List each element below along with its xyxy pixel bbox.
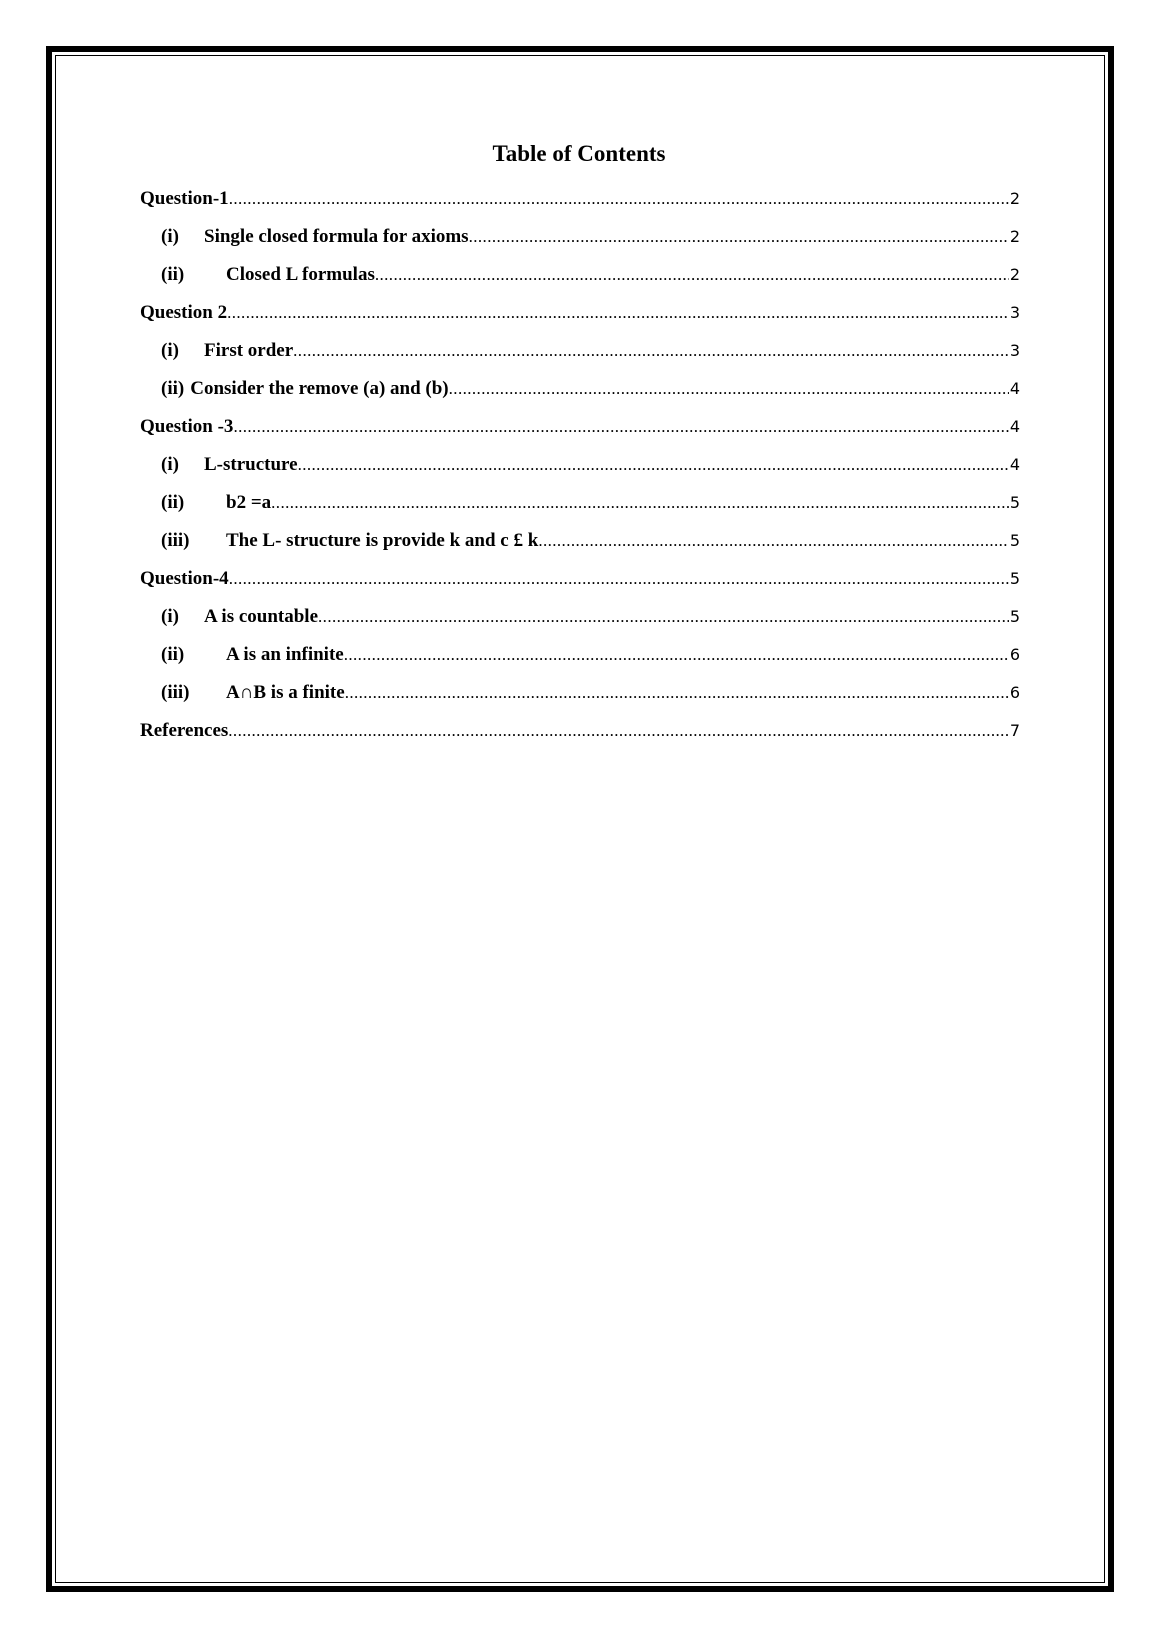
toc-leader-dots	[375, 256, 1009, 294]
toc-entry-question-4[interactable]	[140, 560, 1020, 598]
toc-entry-number: (i)	[161, 226, 179, 247]
toc-entry-label: L-structure	[204, 454, 298, 475]
toc-entry-number: (iii)	[161, 682, 190, 703]
toc-entry-page: 6	[1009, 683, 1020, 702]
toc-entry-label: The L- structure is provide k and c £ k	[226, 530, 539, 551]
toc-entry-q2-i[interactable]	[140, 332, 1020, 370]
toc-entry-page: 5	[1009, 569, 1020, 588]
toc-entry-number: (ii)	[161, 264, 185, 285]
toc-entry-number: (i)	[161, 606, 179, 627]
toc-entry-q1-i[interactable]	[140, 218, 1020, 256]
toc-entry-q4-i[interactable]	[140, 598, 1020, 636]
toc-leader-dots	[227, 294, 1009, 332]
toc-leader-dots	[228, 712, 1009, 750]
toc-entry-label: Question -3	[140, 416, 234, 437]
toc-entry-page: 2	[1009, 227, 1020, 246]
toc-leader-dots	[298, 446, 1009, 484]
toc-entry-page: 2	[1009, 189, 1020, 208]
toc-entry-label: Single closed formula for axioms	[204, 226, 469, 247]
toc-title: Table of Contents	[492, 141, 666, 166]
toc-entry-label: Consider the remove (a) and (b)	[190, 378, 449, 399]
toc-leader-dots	[233, 408, 1008, 446]
toc-leader-dots	[538, 522, 1009, 560]
toc-entry-number: (ii)	[161, 378, 185, 399]
toc-entry-question-2[interactable]	[140, 294, 1020, 332]
toc-entry-q1-ii[interactable]	[140, 256, 1020, 294]
toc-entry-label: References	[140, 720, 229, 741]
toc-entry-q4-ii[interactable]	[140, 636, 1020, 674]
toc-entry-number: (iii)	[161, 530, 190, 551]
toc-entry-question-3[interactable]	[140, 408, 1020, 446]
table-of-contents	[140, 180, 1020, 750]
toc-leader-dots	[318, 598, 1009, 636]
toc-entry-q3-ii[interactable]	[140, 484, 1020, 522]
toc-entry-q4-iii[interactable]	[140, 674, 1020, 712]
toc-leader-dots	[449, 370, 1009, 408]
toc-entry-number: (ii)	[161, 492, 185, 513]
toc-entry-q3-i[interactable]	[140, 446, 1020, 484]
toc-entry-page: 3	[1009, 303, 1020, 322]
toc-entry-page: 3	[1009, 341, 1020, 360]
toc-leader-dots	[229, 180, 1009, 218]
toc-entry-number: (i)	[161, 454, 179, 475]
toc-entry-label: Closed L formulas	[226, 264, 375, 285]
toc-entry-page: 4	[1009, 417, 1020, 436]
toc-entry-page: 5	[1009, 607, 1020, 626]
toc-leader-dots	[293, 332, 1009, 370]
toc-entry-label: Question-4	[140, 568, 229, 589]
toc-entry-label: b2 =a	[226, 492, 272, 513]
toc-entry-number: (ii)	[161, 644, 185, 665]
toc-entry-question-1[interactable]	[140, 180, 1020, 218]
toc-entry-q3-iii[interactable]	[140, 522, 1020, 560]
toc-leader-dots	[344, 636, 1009, 674]
toc-leader-dots	[229, 560, 1009, 598]
toc-entry-number: (i)	[161, 340, 179, 361]
toc-leader-dots	[469, 218, 1009, 256]
toc-entry-page: 4	[1009, 379, 1020, 398]
toc-entry-label: A∩B is a finite	[226, 682, 345, 703]
toc-entry-page: 6	[1009, 645, 1020, 664]
toc-entry-label: A is countable	[204, 606, 319, 627]
toc-entry-page: 5	[1009, 531, 1020, 550]
toc-entry-q2-ii[interactable]	[140, 370, 1020, 408]
toc-entry-page: 7	[1009, 721, 1020, 740]
toc-entry-label: Question 2	[140, 302, 228, 323]
toc-entry-label: First order	[204, 340, 294, 361]
toc-entry-page: 4	[1009, 455, 1020, 474]
toc-entry-page: 2	[1009, 265, 1020, 284]
toc-leader-dots	[271, 484, 1009, 522]
toc-entry-label: Question-1	[140, 188, 229, 209]
toc-entry-label: A is an infinite	[226, 644, 344, 665]
toc-leader-dots	[345, 674, 1009, 712]
toc-entry-references[interactable]	[140, 712, 1020, 750]
toc-entry-page: 5	[1009, 493, 1020, 512]
